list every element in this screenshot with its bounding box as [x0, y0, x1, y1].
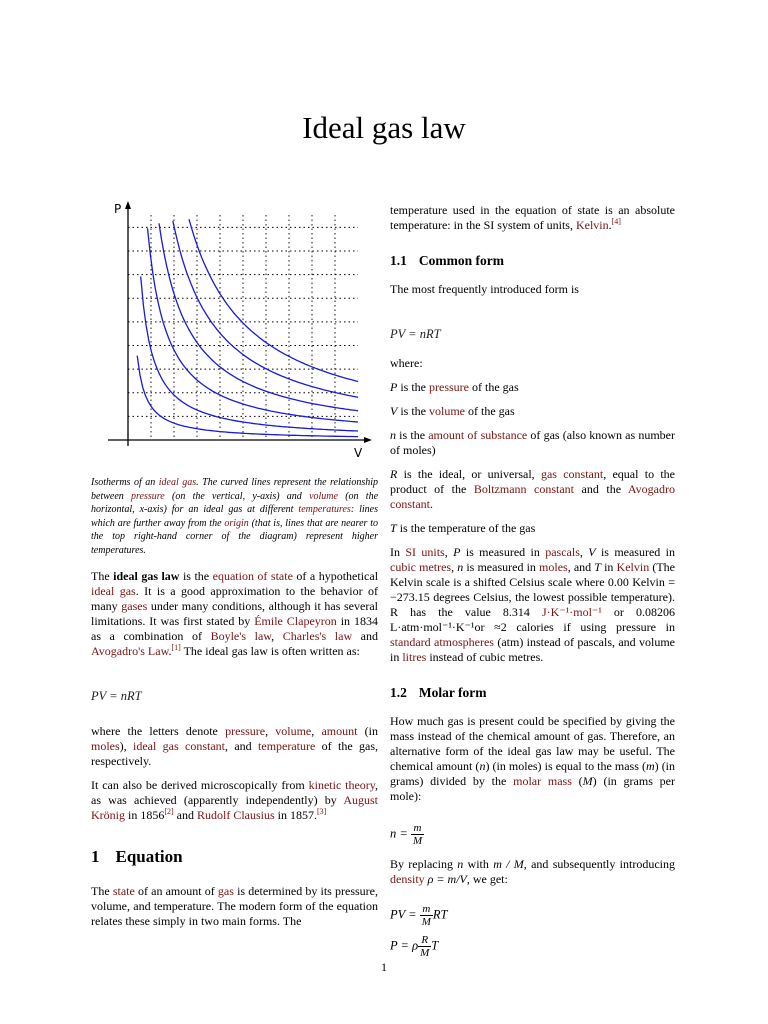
link-moles[interactable]: moles — [539, 560, 568, 574]
symbol: R — [390, 467, 398, 481]
symbol: m — [645, 759, 655, 773]
figure-caption — [91, 476, 378, 557]
body-text: is the — [397, 404, 430, 418]
body-text: , and — [225, 739, 259, 753]
link-volume[interactable]: volume — [429, 404, 466, 418]
body-text: is the — [396, 428, 429, 442]
link-volume[interactable]: volume — [275, 724, 312, 738]
link-equation-of-state[interactable]: equation of state — [212, 569, 293, 583]
subsection-title: Molar form — [418, 685, 487, 700]
link-temperature[interactable]: temperature — [258, 739, 316, 753]
reference-4[interactable]: [4] — [611, 217, 621, 226]
body-text: . — [608, 218, 612, 232]
symbol: T — [390, 521, 397, 535]
y-axis-label: P — [114, 202, 122, 216]
symbol: V — [588, 545, 596, 559]
link-clapeyron[interactable]: Émile Clapeyron — [254, 614, 337, 628]
link-kinetic-theory[interactable]: kinetic theory — [308, 778, 375, 792]
body-text: , equal to the product of the — [390, 467, 675, 496]
link-rudolf-clausius[interactable]: Rudolf Clausius — [197, 808, 275, 822]
body-text: In — [390, 545, 406, 559]
body-text: of the gas — [465, 404, 515, 418]
intro-text: under many conditions, although it has several limitations. It was first stated by — [91, 599, 378, 628]
equation-common: PV = nRT — [390, 327, 441, 341]
body-text: is measured in — [595, 545, 675, 559]
fraction — [411, 822, 424, 847]
body-text: It can also be derived microscopically from — [91, 778, 309, 792]
body-text: ), — [119, 739, 134, 753]
where-label: where: — [390, 356, 423, 370]
caption-text: (on the horizontal, x-axis) for an ideal gas at different — [91, 490, 379, 515]
caption-link-temperatures[interactable]: temperatures — [298, 504, 351, 515]
isotherm-chart — [91, 200, 378, 468]
caption-text: (that is, lines that are nearer to the top right-hand corner of the diagram) represent higher temperatures. — [91, 517, 378, 556]
letters-paragraph — [91, 724, 378, 769]
reference-1[interactable]: [1] — [171, 643, 181, 652]
caption-text: : lines which are further away from the — [91, 504, 379, 529]
body-text: , we get: — [466, 872, 508, 886]
body-text: (atm) instead of pascals, and volume in — [390, 635, 675, 664]
body-text: temperature used in the equation of state is an absolute temperature: in the SI system of units, — [390, 203, 675, 232]
symbol: P — [390, 380, 398, 394]
body-text: in 1856 — [125, 808, 165, 822]
body-text: ) (in moles) is equal to the mass ( — [485, 759, 646, 773]
caption-link-origin[interactable]: origin — [224, 517, 249, 529]
fraction-denominator: M — [421, 916, 431, 928]
link-august-kronig[interactable]: August Krönig — [91, 793, 378, 822]
equation-rhs: RT — [432, 907, 448, 922]
body-text: is measured in — [463, 560, 540, 574]
body-text: of the gas — [469, 380, 519, 394]
link-amount[interactable]: amount — [321, 724, 358, 738]
intro-text: . — [168, 644, 172, 658]
isotherm-curve — [137, 356, 358, 437]
equation-p-density — [390, 934, 675, 959]
link-ideal-gas-constant[interactable]: ideal gas constant — [133, 739, 226, 753]
body-text: How much gas is present could be specified by giving the mass instead of the chemical amount of gas. Therefore, an alternative form of the ideal gas law may be useful. The chemical amount ( — [390, 714, 675, 773]
link-standard-atmospheres[interactable]: standard atmospheres — [390, 635, 494, 649]
body-text: , — [579, 545, 589, 559]
link-avogadro-constant[interactable]: Avogadro constant — [390, 482, 676, 511]
reference-3[interactable]: [3] — [317, 807, 327, 816]
intro-text: , — [271, 629, 283, 643]
fraction-numerator: m — [420, 903, 433, 916]
body-text: is determined by its pressure, volume, and temperature. The modern form of the equation relates these simply in two main forms. The — [91, 884, 378, 928]
fraction-numerator: R — [418, 934, 431, 947]
body-text: By replacing — [390, 857, 458, 871]
symbol: n — [390, 428, 396, 442]
body-text: ( — [571, 774, 583, 788]
symbol: M — [582, 774, 593, 788]
body-text: , — [265, 724, 276, 738]
section-title: Equation — [115, 847, 183, 866]
page-title: Ideal gas law — [302, 110, 466, 145]
derive-paragraph — [91, 778, 378, 823]
link-cubic-metres[interactable]: cubic metres — [390, 560, 452, 574]
symbol: V — [390, 404, 398, 418]
link-density[interactable]: density — [390, 872, 425, 886]
symbol: T — [594, 560, 601, 574]
link-litres[interactable]: litres — [402, 650, 427, 664]
body-text: where the letters denote — [91, 724, 226, 738]
subsection-title: Common form — [418, 253, 504, 268]
definition-v — [390, 404, 675, 419]
equation-n-over-m — [390, 822, 675, 847]
link-gas[interactable]: gas — [217, 884, 234, 898]
body-text: , and subsequently introducing — [523, 857, 675, 871]
link-gases[interactable]: gases — [121, 599, 148, 613]
body-text: of gas (also known as number of moles) — [390, 428, 675, 457]
isotherm-curve — [189, 219, 358, 381]
caption-text: (on the vertical, y-axis) and — [164, 490, 310, 502]
body-text: and — [173, 808, 197, 822]
body-text: (in — [357, 724, 378, 738]
body-text: , — [311, 724, 322, 738]
caption-link-volume[interactable]: volume — [309, 490, 338, 502]
fraction — [420, 903, 433, 928]
body-text: in — [600, 560, 617, 574]
subsection-number: 1.2 — [390, 685, 407, 700]
intro-text: is the — [179, 569, 213, 583]
link-pressure[interactable]: pressure — [429, 380, 469, 394]
link-amount-of-substance[interactable]: amount of substance — [428, 428, 528, 442]
caption-link-pressure[interactable]: pressure — [131, 490, 165, 502]
x-axis-arrow-icon — [364, 437, 372, 443]
right-column — [390, 203, 675, 965]
subsection-heading-molar-form — [390, 685, 675, 700]
symbol: P — [453, 545, 461, 559]
temperature-paragraph — [390, 203, 675, 233]
intro-text: The — [91, 569, 114, 583]
fraction-denominator: M — [420, 947, 430, 959]
link-gas-constant[interactable]: gas constant — [540, 467, 604, 481]
caption-link-ideal-gas[interactable]: ideal gas — [158, 477, 197, 488]
isotherm-curve — [173, 221, 358, 397]
symbol: n — [479, 759, 486, 773]
body-text: , as was achieved (apparently independently) by — [91, 778, 378, 807]
body-text: , and — [567, 560, 595, 574]
body-text: of the gas, respectively. — [91, 739, 379, 768]
definition-t — [390, 521, 675, 536]
body-text: The — [91, 884, 113, 898]
common-intro: The most frequently introduced form is — [390, 282, 579, 296]
body-text: of an amount of — [134, 884, 218, 898]
section-number: 1 — [91, 847, 100, 866]
body-text: ) (in grams per mole): — [390, 774, 675, 803]
intro-text: in 1834 as a combination of — [91, 614, 378, 643]
fraction — [418, 934, 431, 959]
body-text: , — [444, 545, 454, 559]
intro-text: and — [352, 629, 378, 643]
link-boyles-law[interactable]: Boyle's law — [210, 629, 272, 643]
body-text: or 0.08206 L·atm·mol⁻¹·K⁻¹or ≈2 calories if using pressure in — [390, 605, 675, 634]
link-boltzmann-constant[interactable]: Boltzmann constant — [473, 482, 575, 496]
molar-paragraph — [390, 714, 675, 804]
subsection-heading-common-form — [390, 253, 675, 268]
body-text: ) (in grams) divided by the — [390, 759, 676, 788]
equation-rhs: T — [431, 938, 439, 953]
state-paragraph — [91, 884, 378, 929]
x-axis-label: V — [354, 446, 363, 460]
body-text: in 1857. — [274, 808, 318, 822]
intro-text: The ideal gas law is often written as: — [180, 644, 360, 658]
equation-lhs: PV = — [390, 907, 417, 922]
link-charles-law[interactable]: Charles's law — [282, 629, 353, 643]
link-state[interactable]: state — [112, 884, 135, 898]
subsection-number: 1.1 — [390, 253, 407, 268]
caption-text: . The curved lines represent the relationship between — [91, 477, 378, 502]
link-avogadros-law[interactable]: Avogadro's Law — [91, 644, 169, 658]
body-text: , — [451, 560, 458, 574]
intro-bold-term: ideal gas law — [113, 569, 180, 583]
y-axis-arrow-icon — [125, 201, 131, 209]
body-text: and the — [574, 482, 628, 496]
intro-text: . It is a good approximation to the behavior of many — [91, 584, 378, 613]
link-pressure[interactable]: pressure — [225, 724, 266, 738]
symbol: n — [457, 857, 464, 871]
link-pascals[interactable]: pascals — [545, 545, 580, 559]
body-text: instead of cubic metres. — [426, 650, 544, 664]
caption-text: Isotherms of an — [91, 477, 159, 488]
link-moles[interactable]: moles — [91, 739, 120, 753]
symbol: ρ = m/V — [427, 872, 467, 886]
isotherm-curve — [141, 276, 358, 431]
intro-text: of a hypothetical — [292, 569, 379, 583]
definition-p — [390, 380, 675, 395]
link-units-jkmol[interactable]: J·K⁻¹·mol⁻¹ — [542, 605, 602, 619]
reference-2[interactable]: [2] — [164, 807, 174, 816]
symbol: n — [457, 560, 464, 574]
left-column — [91, 200, 378, 938]
page-number: 1 — [381, 960, 387, 974]
definition-n — [390, 428, 675, 458]
link-kelvin[interactable]: Kelvin — [575, 218, 609, 232]
equation-lhs: P = ρ — [390, 938, 419, 953]
link-kelvin[interactable]: Kelvin — [616, 560, 650, 574]
body-text: is measured in — [460, 545, 546, 559]
equation-lhs: n = — [390, 826, 408, 841]
equation-pv-molar — [390, 903, 675, 928]
link-si-units[interactable]: SI units — [405, 545, 445, 559]
body-text: . — [430, 497, 433, 511]
intro-paragraph — [91, 569, 378, 659]
body-text: is the — [397, 380, 430, 394]
body-text: is the temperature of the gas — [396, 521, 536, 535]
equation-main: PV = nRT — [91, 689, 142, 703]
symbol: m / M — [493, 857, 524, 871]
section-heading-equation — [91, 849, 378, 864]
body-text: is the ideal, or universal, — [397, 467, 541, 481]
body-text: with — [463, 857, 494, 871]
fraction-numerator: m — [411, 822, 424, 835]
link-molar-mass[interactable]: molar mass — [513, 774, 572, 788]
si-units-paragraph — [390, 545, 675, 665]
definition-r — [390, 467, 675, 512]
link-ideal-gas[interactable]: ideal gas — [91, 584, 136, 598]
fraction-denominator: M — [412, 835, 423, 847]
body-text: (The Kelvin scale is a shifted Celsius scale where 0.00 Kelvin = −273.15 degrees Celsius, the lowest possible temperature). R has the value 8.314 — [390, 560, 675, 619]
replacing-paragraph — [390, 857, 675, 887]
